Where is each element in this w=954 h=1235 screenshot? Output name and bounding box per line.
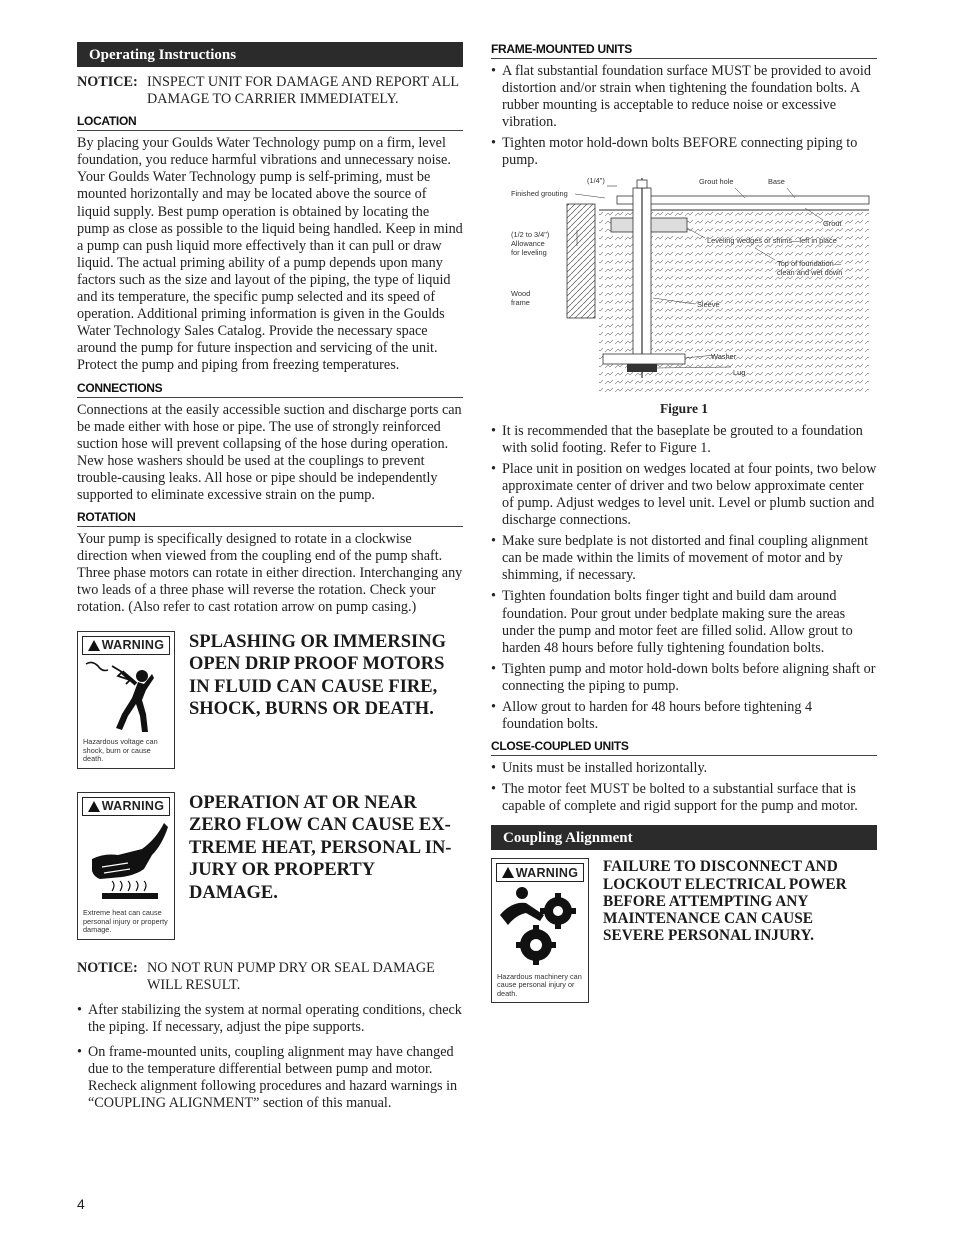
foundation-diagram <box>505 178 877 400</box>
grouting-bullet-list <box>491 423 877 734</box>
hot-surface-hand-icon <box>82 819 170 901</box>
label-grout: Grout <box>823 218 842 228</box>
heading-close-coupled: CLOSE-COUPLED UNITS <box>491 739 877 756</box>
rotation-paragraph: Your pump is specifically designed to rotate in a clockwise direction when viewed from the coupling end of the pump shaft. Three phase motors can rotate in either direction. Interchanging any two leads of a three phase will reverse the rotation. Check your rotation. (Also refer to cast rotation arrow on pump casing.) <box>77 531 463 616</box>
warning-label: WARNING <box>82 636 170 655</box>
right-column <box>491 42 877 1003</box>
warning-label: WARNING <box>82 797 170 816</box>
label-frame: frame <box>511 297 530 307</box>
label-leveling-wedges: Leveling wedges or shims—left in place <box>707 235 837 245</box>
label-lug: Lug <box>733 367 746 377</box>
warning-sign-machinery <box>491 858 589 1003</box>
notice-text: NO NOT RUN PUMP DRY OR SEAL DAMAGE WILL RESULT. <box>147 959 435 993</box>
list-item: • Units must be installed horizontally. <box>491 760 877 777</box>
figure-caption: Figure 1 <box>659 400 709 416</box>
close-coupled-bullet-list <box>491 760 877 815</box>
left-column <box>77 42 463 1116</box>
list-item: • Allow grout to harden for 48 hours before tightening 4 foundation bolts. <box>491 699 877 733</box>
list-item: • A flat substantial foundation surface MUST be provided to avoid distortion and/or strain when tightening the foundation bolts. A rubber mounting is acceptable to reduce noise or excessive vibration. <box>491 63 877 131</box>
list-item: • Make sure bedplate is not distorted and final coupling alignment can be made within the limits of movement of motor and by shimming, if necessary. <box>491 533 877 584</box>
list-item: • The motor feet MUST be bolted to a substantial surface that is capable of complete and rigid support for the pump and motor. <box>491 781 877 815</box>
warning-block-machinery <box>491 858 877 1003</box>
list-item: • Tighten foundation bolts finger tight and build dam around foundation. Pour grout under bedplate making sure the areas under the pump and motor feet are filled solid. Allow grout to harden 48 hours before fully tightening foundation bolts. <box>491 588 877 656</box>
warning-label: WARNING <box>496 863 584 882</box>
list-item: • After stabilizing the system at normal operating conditions, check the piping. If necessary, adjust the pipe supports. <box>77 1002 463 1036</box>
notice-text: INSPECT UNIT FOR DAMAGE AND REPORT ALL DAMAGE TO CARRIER IMMEDIATELY. <box>147 74 459 108</box>
list-item: • Tighten motor hold-down bolts BEFORE connecting piping to pump. <box>491 135 877 169</box>
location-paragraph: By placing your Goulds Water Technology pump on a firm, level foundation, you reduce harmful vibrations and unnecessary noise. Your Goulds Water Technology pump is self-priming, must be mounted horizontally and may be located above the source of liquid supply. Best pump operation is obtained by locating the pump as close as possible to the liquid being handled. Keep in mind a pump can push liquid more effectively than it can pull or draw liquid. The actual priming ability of a pump depends upon many factors such as the size and layout of the piping, the type of liquid and its temperature, the specific pump selected and its speed of operation. Additional priming information is given in the Goulds Water Technology Sales Catalog. Provide the necessary space around the pump for future inspection and servicing of the unit. Protect the pump and piping from freezing temperatures. <box>77 135 463 374</box>
notice-inspect <box>77 74 463 108</box>
label-washer: Washer <box>711 351 737 361</box>
warning-triangle-icon <box>502 867 514 878</box>
label-top-foundation-1: Top of foundation— <box>777 258 842 268</box>
hazardous-machinery-icon <box>496 885 584 967</box>
list-item: • It is recommended that the baseplate be grouted to a foundation with solid footing. Refer to Figure 1. <box>491 423 877 457</box>
figure-1-grouting-diagram <box>505 178 877 400</box>
heading-rotation: ROTATION <box>77 510 463 527</box>
warning-caption: Hazardous voltage can shock, burn or cause death. <box>83 737 158 764</box>
label-allowance-1: (1/2 to 3/4") <box>511 229 550 239</box>
warning-triangle-icon <box>88 801 100 812</box>
list-item: • Place unit in position on wedges located at four points, two below approximate center of driver and two below approximate center of pump. Adjust wedges to level unit. Level or plumb suction and discharge connections. <box>491 461 877 529</box>
label-allowance-2: Allowance <box>511 238 545 248</box>
heading-location: LOCATION <box>77 114 463 131</box>
frame-bullet-list <box>491 63 877 170</box>
warning-text-heat: OPERATION AT OR NEAR ZERO FLOW CAN CAUSE EX-TREME HEAT, PERSONAL IN-JURY OR PROPERTY DAMAGE. <box>189 792 452 903</box>
heading-connections: CONNECTIONS <box>77 381 463 398</box>
page-number: 4 <box>77 1196 85 1212</box>
warning-caption: Extreme heat can cause personal injury or property damage. <box>83 908 168 935</box>
label-quarter-inch: (1/4") <box>587 177 605 185</box>
electric-shock-icon <box>82 658 170 740</box>
section-title-operating: Operating Instructions <box>77 42 463 67</box>
notice-dry-run <box>77 960 463 994</box>
warning-sign-heat <box>77 792 175 940</box>
warning-text-machinery: FAILURE TO DISCONNECT AND LOCKOUT ELECTRICAL POWER BEFORE ATTEMPTING ANY MAINTENANCE CAN CAUSE SEVERE PERSONAL INJURY. <box>603 858 847 945</box>
washer-shape <box>603 354 685 364</box>
label-allowance-3: for leveling <box>511 247 547 257</box>
warning-text-shock: SPLASHING OR IMMERSING OPEN DRIP PROOF MOTORS IN FLUID CAN CAUSE FIRE, SHOCK, BURNS OR DEATH. <box>189 631 446 720</box>
list-item: • On frame-mounted units, coupling alignment may have changed due to the temperature differential between pump and motor. Recheck alignment following procedures and hazard warnings in “COUPLING ALIGNMENT” section of this manual. <box>77 1044 463 1112</box>
warning-block-shock <box>77 631 463 769</box>
label-sleeve: Sleeve <box>697 299 720 309</box>
connections-paragraph: Connections at the easily accessible suction and discharge ports can be made either with hose or pipe. The use of strongly reinforced suction hose will prevent collapsing of the hose during operation. New hose washers should be used at the couplings to prevent trouble-causing leaks. All hose or pipe should be independently supported to eliminate excessive strain on the pump. <box>77 401 462 503</box>
label-top-foundation-2: clean and wet down <box>777 267 843 277</box>
label-grout-hole: Grout hole <box>699 177 734 186</box>
lug-shape <box>627 364 657 372</box>
label-finished-grouting: Finished grouting <box>511 188 568 198</box>
list-item: • Tighten pump and motor hold-down bolts before aligning shaft or connecting the piping to pump. <box>491 661 877 695</box>
notice-label: NOTICE: <box>77 74 138 90</box>
notice-label: NOTICE: <box>77 959 138 976</box>
wood-frame-shape <box>567 204 595 318</box>
operating-bullet-list <box>77 1002 463 1113</box>
warning-caption: Hazardous machinery can cause personal injury or death. <box>497 971 582 998</box>
warning-sign-shock <box>77 631 175 769</box>
section-title-coupling: Coupling Alignment <box>491 825 877 850</box>
label-base: Base <box>768 177 785 186</box>
label-wood: Wood <box>511 288 531 298</box>
heading-frame-mounted: FRAME-MOUNTED UNITS <box>491 42 877 59</box>
warning-block-heat <box>77 792 463 940</box>
warning-triangle-icon <box>88 640 100 651</box>
